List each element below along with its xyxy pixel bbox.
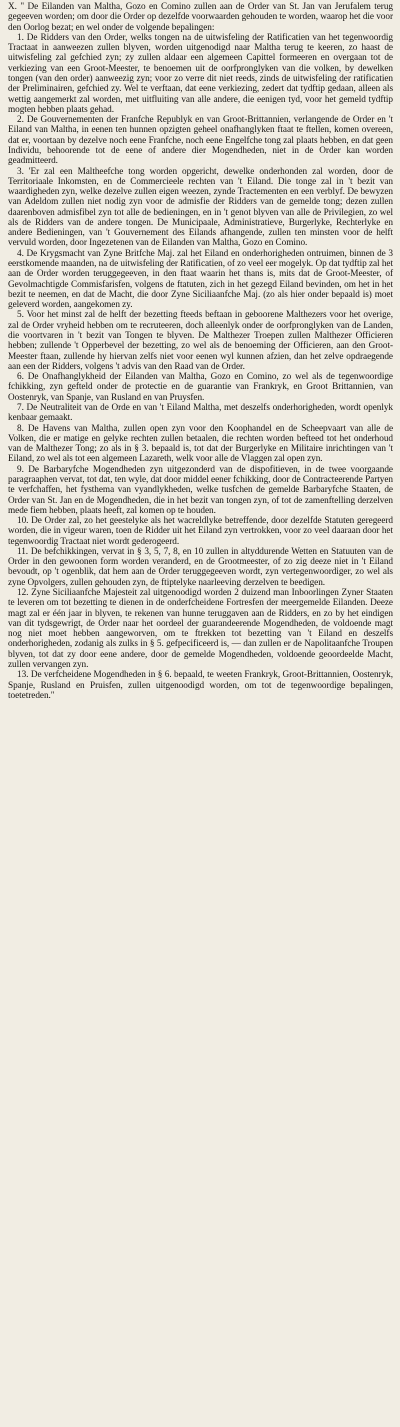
article-section-5: 5. Voor het minst zal de helft der bezetting fteeds beftaan in geboorene Malthezers voor het overige, zal de Order vryheid hebben om te recruteeren, doch alleenlyk onder de oorfpronglyken van de Landen, die voortvaren in 't bezit van Tongen te blyven. De Malthezer Troepen zullen Malthezer Officieren hebben; zullende 't Opperbevel der bezetting, zo wel als de benoeming der Officieren, aan den Groot-Meester ftaan, zullende hy hiervan zelfs niet voor eenen wyl kunnen afzien, dan het zelve opdraegende aan een der Ridders, volgens 't advis van den Raad van de Order.: [8, 310, 393, 372]
article-section-9: 9. De Barbaryfche Mogendheden zyn uitgezonderd van de dispofitieven, in de twee voorgaande paragraaphen vervat, tot dat, ten wyle, dat door middel eener fchikking, door de Contracteerende Partyen te verfchaffen, het fysthema van vyandlykheden, welke tusfchen de gemelde Barbaryfche Staaten, de Order van St. Jan en de Mogendheden, die in het bezit van tongen zyn, of tot de zamenftelling derzelven mede fiem hebben, plaats heeft, zal komen op te houden.: [8, 464, 393, 516]
article-section-6: 6. De Onafhanglykheid der Eilanden van Maltha, Gozo en Comino, zo wel als de tegenwoordige fchikking, zyn gefteld onder de protectie en de guarantie van Frankryk, en Groot Brittannien, van Oostenryk, van Spanje, van Rusland en van Pruysfen.: [8, 372, 393, 403]
article-section-13: 13. De verfcheidene Mogendheden in § 6. bepaald, te weeten Frankryk, Groot-Brittannien, Oostenryk, Spanje, Rusland en Pruisfen, zullen uitgenoodigd worden, om tot de tegenwoordige bepalingen, toetetreden.": [8, 670, 393, 701]
article-section-11: 11. De befchikkingen, vervat in § 3, 5, 7, 8, en 10 zullen in altyddurende Wetten en Statuuten van de Order in den gewoonen form worden veranderd, en de Grootmeester, of zo zig deeze niet in 't Eiland bevoudt, op 't ogenblik, dat hem aan de Order teruggegeeven wordt, zyn vertegenwoordiger, zo wel als zyne Opvolgers, zullen gehouden zyn, de ftiptelyke naarleeving derzelven te beedigen.: [8, 546, 393, 588]
article-section-2: 2. De Gouvernementen der Franfche Republyk en van Groot-Brittannien, verlangende de Order en 't Eiland van Maltha, in eenen ten hunnen opzigten geheel onafhanglyken ftaat te ftellen, komen overeen, dat er, voortaan by dezelve noch eene Franfche, noch eene Engelfche tong zal plaats hebben, en dat geen Individu, behoorende tot de eene of andere dier Mogendheden, niet in de Order kan worden geadmitteerd.: [8, 115, 393, 167]
article-section-1: 1. De Ridders van den Order, welks tongen na de uitwisfeling der Ratificatien van het tegenwoordig Tractaat in aanweezen zullen blyven, worden uitgenodigd naar Maltha terug te keeren, zo haast de uitwisfeling zal gefchied zyn; zy zullen aldaar een algemeen Capittel formeeren en overgaan tot de verkiezing van een Groot-Meester, te benoemen uit de oorfpronglyken van die volken, by dewelken tongen (van den order) aanweezig zyn; voor zo verre dit niet reeds, zinds de uitwisfeling der ratificatien der Preliminairen, gefchied zy. Wel te verftaan, dat eene verkiezing, zedert dat tydftip gedaan, alleen als wettig aangemerkt zal worden, met uitfluiting van alle andere, die eenigen tyd, voor het gemeld tydftip mogten hebben plaats gehad.: [8, 32, 393, 115]
article-intro: X. " De Eilanden van Maltha, Gozo en Comino zullen aan de Order van St. Jan van Jerufalem terug gegeeven worden; om door die Order op dezelfde voorwaarden gehouden te worden, waarop het die voor den Oorlog bezat; en wel onder de volgende bepalingen:: [8, 2, 393, 33]
article-section-7: 7. De Neutraliteit van de Orde en van 't Eiland Maltha, met deszelfs onderhorigheden, wordt openlyk kenbaar gemaakt.: [8, 402, 393, 424]
article-section-4: 4. De Krygsmacht van Zyne Britfche Maj. zal het Eiland en onderhorigheden ontruimen, binnen de 3 eerstkomende maanden, na de uitwisfeling der Ratificatien, of zo veel eer mogelyk. Op dat tydftip zal het aan de Order worden teruggegeeven, in den ftaat waarin het thans is, mits dat de Groot-Meester, of Gevolmachtigde Commisfarisfen, volgens de ftatuten, zich in het gezegd Eiland bevinden, om het in het bezit te neemen, en dat de Macht, die door Zyne Siciliaanfche Maj. (zo als hier onder bepaald is) moet geleverd worden, aangekomen zy.: [8, 248, 393, 311]
article-section-12: 12. Zyne Siciliaanfche Majesteit zal uitgenoodigd worden 2 duizend man Inboorlingen Zyner Staaten te leveren om tot bezetting te dienen in de onderfcheidene Fortresfen der meergemelde Eilanden. Deeze magt zal er één jaar in blyven, te rekenen van hunne teruggaven aan de Ridders, en zo by het eindigen van dit tydsgewrigt, de Order naar het oordeel der guarandeerende Mogendheden, de voldoende magt nog niet moet hebben aangeworven, om te ftrekken tot bezetting van 't Eiland en deszelfs onderhorigheden, zodanig als zulks in § 5. gefpecificeerd is, — dan zullen er de Napolitaanfche Troupen blyven, tot dat zy door eene andere, door de gemelde Mogendheden, voldoende geoordeelde Macht, zullen vervangen zyn.: [8, 588, 393, 670]
article-section-3: 3. 'Er zal een Maltheefche tong worden opgericht, dewelke onderhonden zal worden, door de Territoriaale Inkomsten, en de Commercieele rechten van 't Eiland. Die tonge zal in 't bezit van waardigheden zyn, welke dezelve zullen eigen weezen, zynde Tractementen en een verblyf. De bewyzen van Adeldom zullen niet nodig zyn voor de admisfie der Ridders van de gemelde tong; dezen zullen daarenboven admisfibel zyn tot alle de bedieningen, en in 't genot blyven van alle de Privilegien, zo wel als de Ridders van de andere tongen. De Municipaale, Administratieve, Burgerlyke, Rechterlyke en andere Bedieningen, van 't Gouvernement des Eilands afhangende, zullen ten minsten voor de helft vervuld worden, door Ingezetenen van de Eilanden van Maltha, Gozo en Comino.: [8, 166, 393, 249]
article-section-10: 10. De Order zal, zo het geestelyke als het wacreldlyke betreffende, door dezelfde Statuten geregeerd worden, die in vigeur waren, toen de Ridder uit het Eiland zyn vertrokken, voor zo veel daaraan door het tegenwoordig Tractaat niet wordt gederogeerd.: [8, 516, 393, 547]
article-section-8: 8. De Havens van Maltha, zullen open zyn voor den Koophandel en de Scheepvaart van alle de Volken, die er matige en gelyke rechten zullen betaalen, die rechten worden befteed tot het onderhoud van de Malthezer Tong; zo als in § 3. bepaald is, tot dat der Burgerlyke en Militaire inrichtingen van 't Eiland, zo wel als tot een algemeen Lazareth, welk voor alle de Vlaggen zal open zyn.: [8, 423, 393, 465]
